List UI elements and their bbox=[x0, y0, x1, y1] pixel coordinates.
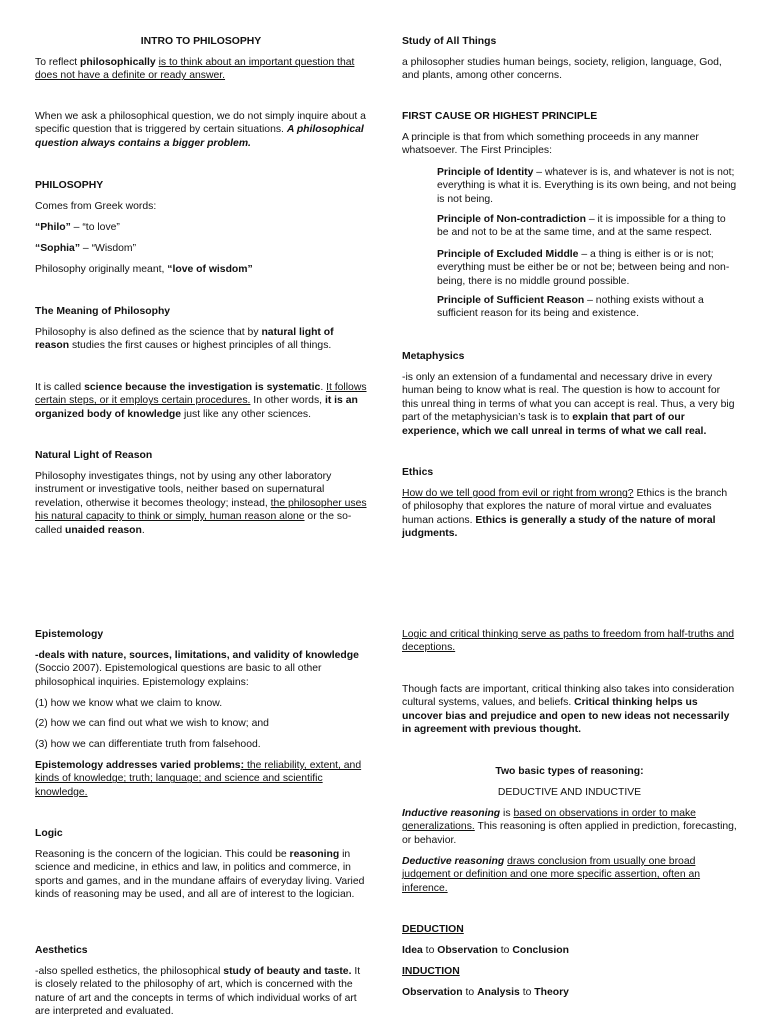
deductive-inductive-heading: DEDUCTIVE AND INDUCTIVE bbox=[497, 787, 642, 798]
aesthetics-heading: Aesthetics bbox=[35, 945, 88, 956]
metaphysics-paragraph: -is only an extension of a fundamental and necessary drive in every human being to know what is real. The question is how to account for this unreal thing in terms of what you can accept is real. Thus, a very big part of the metaphysician’s task is to explain that part of our experience, which we call unreal in terms of what we call real. bbox=[402, 372, 735, 437]
epistemology-paragraph: -deals with nature, sources, limitations, and validity of knowledge (Soccio 2007). Epistemological questions are basic to all other philosophical inquiries. Epistemology explains: bbox=[35, 650, 359, 688]
logic-paragraph: Reasoning is the concern of the logician. This could be reasoning in science and medicine, in ethics and law, in politics and commerce, in sports and games, and in the mundane affairs of everyday living. Varied kinds of reasoning may be used, and all are of interest to the logician. bbox=[35, 849, 365, 901]
principle-identity: Principle of Identity – whatever is is, and whatever is not is not; everything is what it is. Everything is its own being, and not being is not being. bbox=[437, 167, 737, 205]
sophia-definition: “Sophia” – “Wisdom” bbox=[35, 243, 137, 254]
reflect-paragraph: To reflect philosophically is to think about an important question that does not have a definite or ready answer. bbox=[35, 57, 355, 82]
epistemology-heading: Epistemology bbox=[35, 629, 104, 640]
deduction-heading: DEDUCTION bbox=[402, 924, 464, 935]
aesthetics-paragraph: -also spelled esthetics, the philosophical study of beauty and taste. It is closely related to the philosophy of art, which is concerned with the nature of art and the concepts in terms of which individual works of art are interpreted and evaluated. bbox=[35, 966, 361, 1018]
freedom-paragraph: Logic and critical thinking serve as paths to freedom from half-truths and deceptions. bbox=[402, 629, 735, 654]
two-types-heading: Two basic types of reasoning: bbox=[495, 766, 644, 777]
principle-sufficient-reason: Principle of Sufficient Reason – nothing exists without a sufficient reason for its being and existence. bbox=[437, 295, 704, 320]
varied-problems-paragraph: Epistemology addresses varied problems: the reliability, extent, and kinds of knowledge; truth; language; and science and scientific knowledge. bbox=[35, 760, 362, 798]
deductive-paragraph: Deductive reasoning draws conclusion from usually one broad judgement or definition and one more specific assertion, often an inference. bbox=[402, 856, 701, 894]
explains-item: (2) how we can find out what we wish to know; and bbox=[35, 718, 269, 729]
first-cause-heading: FIRST CAUSE OR HIGHEST PRINCIPLE bbox=[402, 111, 598, 122]
comes-from-text: Comes from Greek words: bbox=[35, 201, 157, 212]
study-heading: Study of All Things bbox=[402, 36, 497, 47]
study-paragraph: a philosopher studies human beings, society, religion, language, God, and plants, among other concerns. bbox=[402, 57, 722, 82]
metaphysics-heading: Metaphysics bbox=[402, 351, 465, 362]
ethics-heading: Ethics bbox=[402, 467, 434, 478]
meaning-heading: The Meaning of Philosophy bbox=[35, 306, 171, 317]
page-title: INTRO TO PHILOSOPHY bbox=[140, 36, 262, 47]
logic-heading: Logic bbox=[35, 828, 63, 839]
nlr-paragraph: Philosophy investigates things, not by using any other laboratory instrument or investigative tools, neither based on supernatural revelation, otherwise it becomes theology; instead, the philosopher uses his natural capacity to think or simply, human reason alone or the so-called unaided reason. bbox=[35, 471, 367, 536]
induction-heading: INDUCTION bbox=[402, 966, 460, 977]
philosophy-heading: PHILOSOPHY bbox=[35, 180, 104, 191]
induction-flow: Observation to Analysis to Theory bbox=[402, 987, 569, 998]
explains-item: (3) how we can differentiate truth from falsehood. bbox=[35, 739, 261, 750]
principle-excluded-middle: Principle of Excluded Middle – a thing is either is or is not; everything must be either be or not be; between being and non-being, there is no middle ground possible. bbox=[437, 249, 730, 287]
explains-item: (1) how we know what we claim to know. bbox=[35, 698, 223, 709]
nlr-heading: Natural Light of Reason bbox=[35, 450, 153, 461]
ask-paragraph: When we ask a philosophical question, we do not simply inquire about a specific question that is triggered by certain situations. A philosophical question always contains a bigger problem. bbox=[35, 111, 366, 149]
science-paragraph: It is called science because the investigation is systematic. It follows certain steps, or it employs certain procedures. In other words, it is an organized body of knowledge just like any other sciences. bbox=[35, 382, 367, 420]
originally-text: Philosophy originally meant, “love of wisdom” bbox=[35, 264, 253, 275]
deduction-flow: Idea to Observation to Conclusion bbox=[402, 945, 569, 956]
philo-definition: “Philo” – “to love” bbox=[35, 222, 120, 233]
first-cause-paragraph: A principle is that from which something proceeds in any manner whatsoever. The First Principles: bbox=[402, 132, 699, 157]
facts-paragraph: Though facts are important, critical thinking also takes into consideration cultural systems, values, and beliefs. Critical thinking helps us uncover bias and prejudice and open to new ideas not necessarily in agreement with previous thought. bbox=[402, 684, 735, 736]
inductive-paragraph: Inductive reasoning is based on observations in order to make generalizations. This reasoning is often applied in prediction, forecasting, or behavior. bbox=[402, 808, 737, 846]
ethics-paragraph: How do we tell good from evil or right from wrong? Ethics is the branch of philosophy that explores the nature of moral virtue and evaluates human actions. Ethics is generally a study of the nature of moral judgments. bbox=[402, 488, 728, 540]
meaning-paragraph: Philosophy is also defined as the science that by natural light of reason studies the first causes or highest principles of all things. bbox=[35, 327, 334, 352]
principle-non-contradiction: Principle of Non-contradiction – it is impossible for a thing to be and not to be at the same time, and at the same respect. bbox=[437, 214, 726, 239]
